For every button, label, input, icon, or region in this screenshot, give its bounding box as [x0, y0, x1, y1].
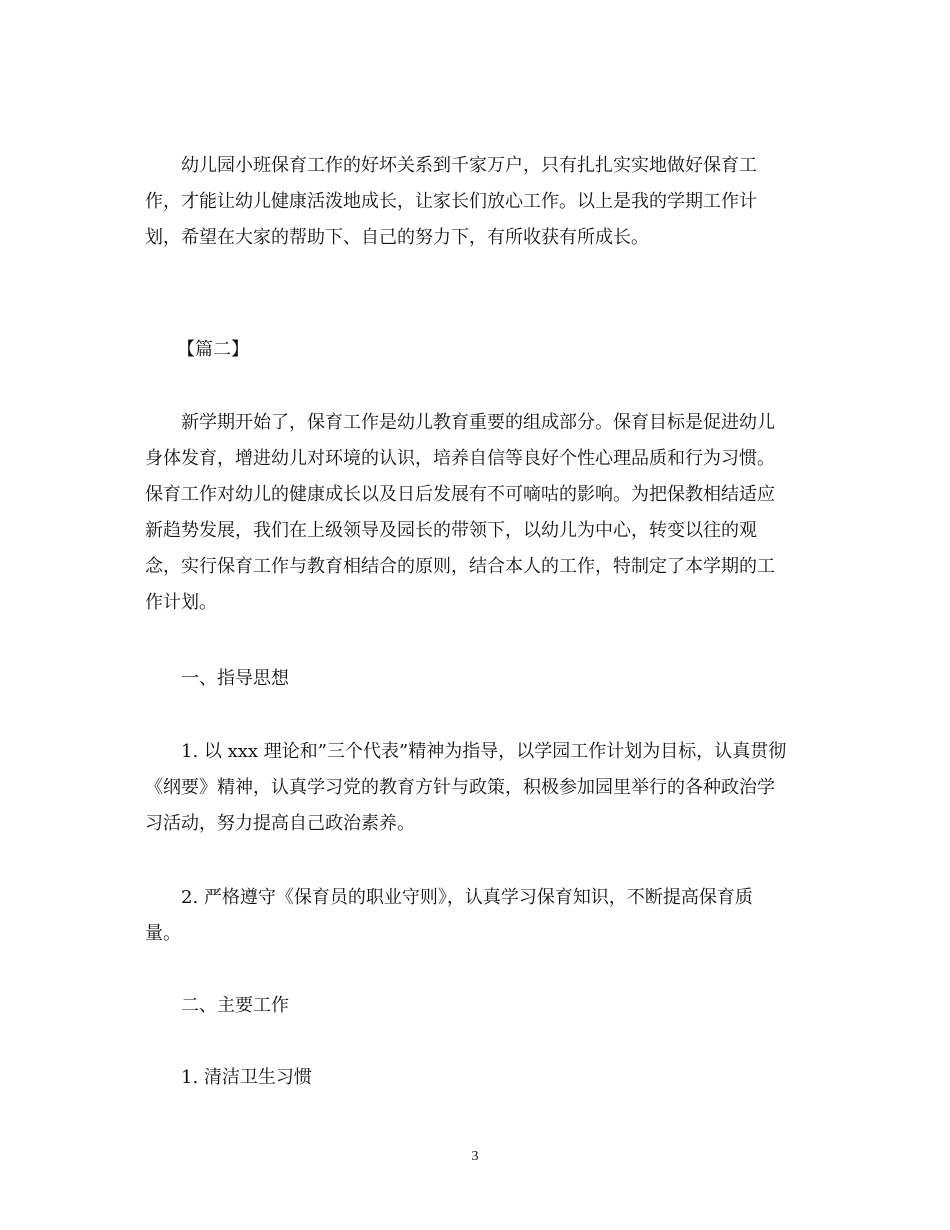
text-line: 作，才能让幼儿健康活泼地成长，让家长们放心工作。以上是我的学期工作计 — [145, 191, 757, 212]
text-line: 二、主要工作 — [181, 995, 289, 1016]
text-line: 2. 严格遵守《保育员的职业守则》，认真学习保育知识，不断提高保育质 — [181, 887, 753, 908]
text-line: 保育工作对幼儿的健康成长以及日后发展有不可嘀咕的影响。为把保教相结适应 — [145, 484, 775, 505]
text-line: 1. 以 xxx 理论和”三个代表”精神为指导，以学园工作计划为目标，认真贯彻 — [181, 741, 787, 762]
section-heading-guiding-thought — [145, 661, 810, 697]
text-line: 《纲要》精神，认真学习党的教育方针与政策，积极参加园里举行的各种政治学 — [145, 777, 775, 798]
text-line: 幼儿园小班保育工作的好坏关系到千家万户，只有扎扎实实地做好保育工 — [181, 155, 757, 176]
text-line: 作计划。 — [145, 592, 217, 613]
section-heading-main-work — [145, 988, 810, 1024]
text-line: 习活动，努力提高自己政治素养。 — [145, 813, 415, 834]
paragraph-conclusion — [145, 148, 810, 256]
text-line: 新学期开始了，保育工作是幼儿教育重要的组成部分。保育目标是促进幼儿 — [181, 412, 775, 433]
text-line: 量。 — [145, 923, 181, 944]
paragraph-item-2 — [145, 880, 810, 952]
subheading-cleanliness-habits — [145, 1060, 810, 1096]
text-line: 一、指导思想 — [181, 668, 289, 689]
text-line: 【篇二】 — [177, 339, 249, 360]
text-line: 1. 清洁卫生习惯 — [181, 1067, 312, 1088]
paragraph-introduction — [145, 405, 810, 621]
text-line: 划，希望在大家的帮助下、自己的努力下，有所收获有所成长。 — [145, 227, 649, 248]
text-line: 念，实行保育工作与教育相结合的原则，结合本人的工作，特制定了本学期的工 — [145, 556, 775, 577]
text-line: 新趋势发展，我们在上级领导及园长的带领下，以幼儿为中心，转变以往的观 — [145, 520, 757, 541]
section-heading-part-two — [145, 332, 810, 368]
text-line: 身体发育，增进幼儿对环境的认识，培养自信等良好个性心理品质和行为习惯。 — [145, 448, 775, 469]
page-number: 3 — [471, 1149, 479, 1164]
paragraph-item-1 — [145, 734, 810, 842]
